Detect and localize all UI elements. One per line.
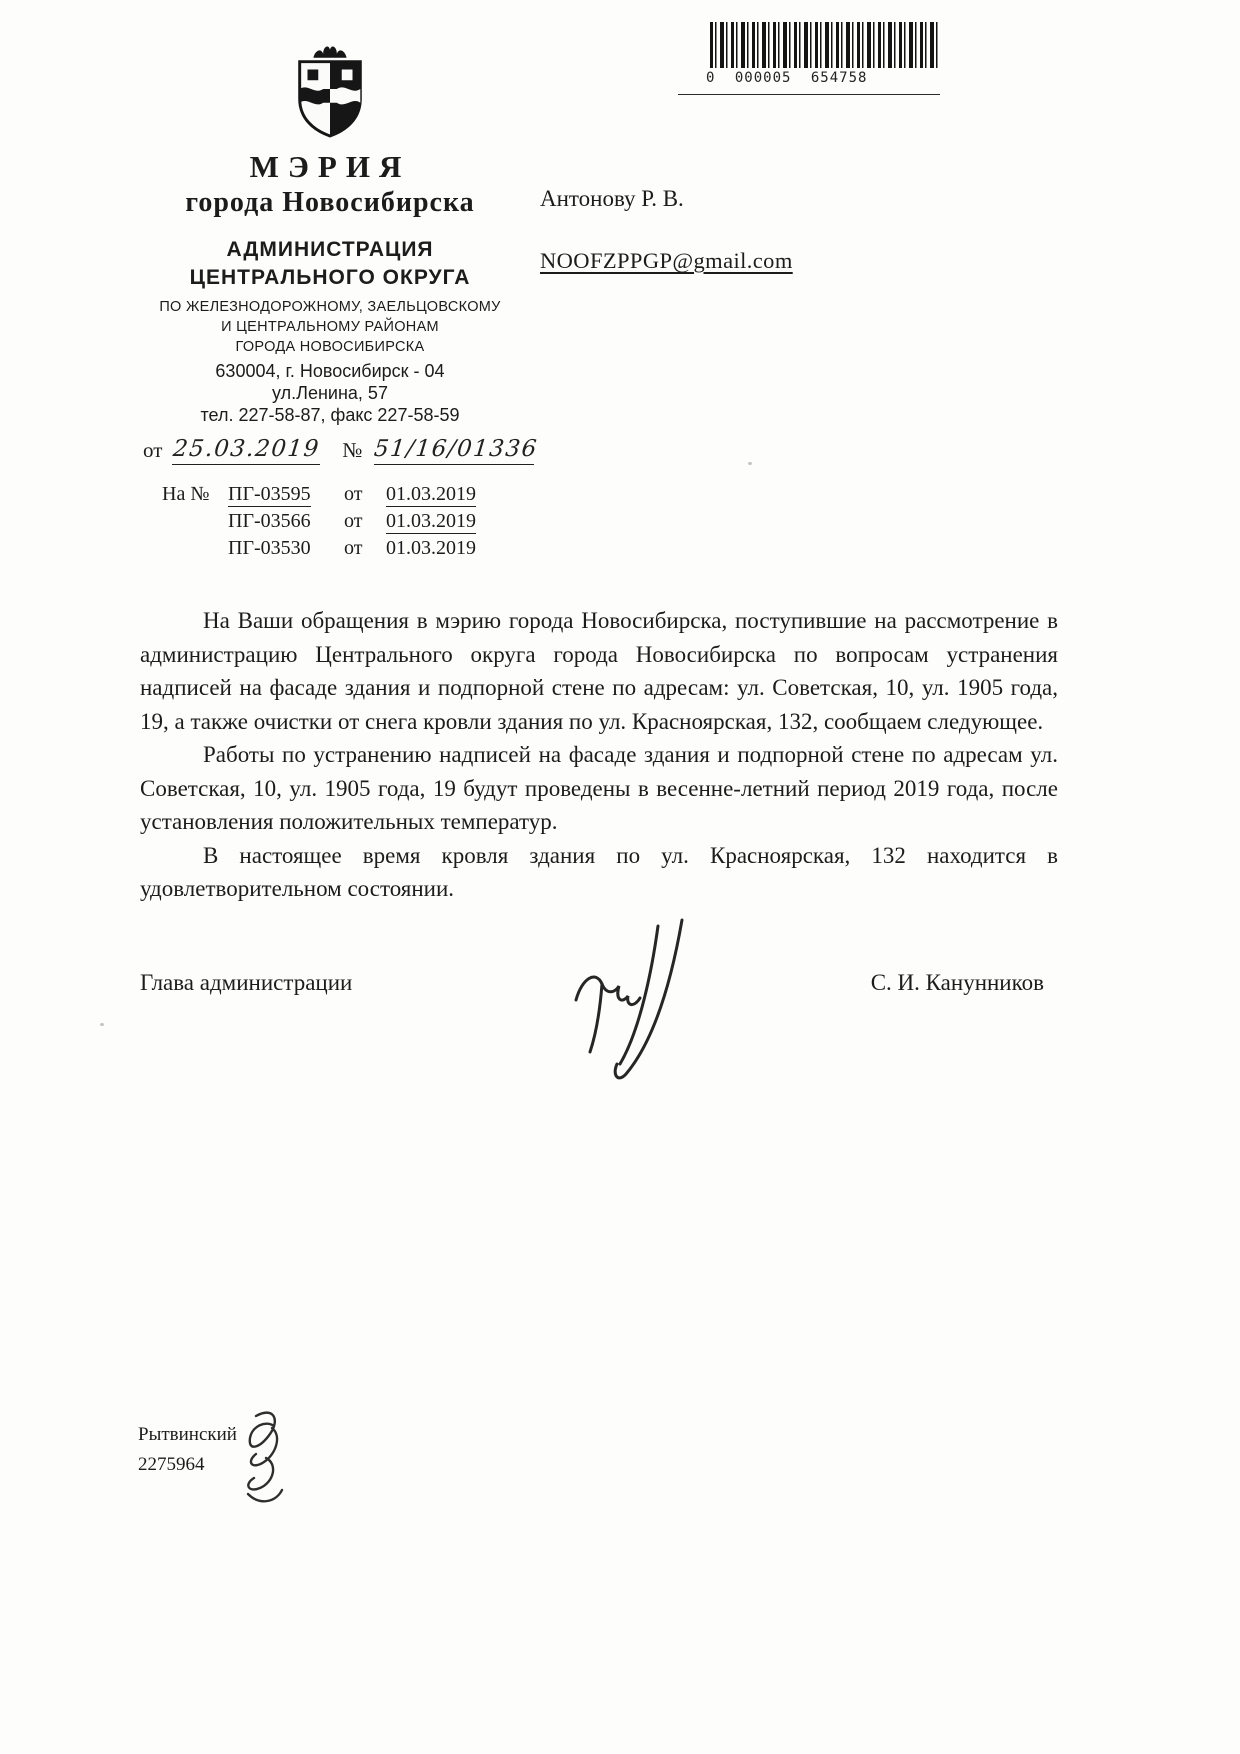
district-line-1: ПО ЖЕЛЕЗНОДОРОЖНОМУ, ЗАЕЛЬЦОВСКОМУ bbox=[159, 299, 501, 315]
district-line-3: ГОРОДА НОВОСИБИРСКА bbox=[235, 339, 425, 355]
body-paragraph: В настоящее время кровля здания по ул. Красноярская, 132 находится в удовлетворительном состоянии. bbox=[140, 842, 1058, 901]
letter-body bbox=[140, 604, 1058, 906]
phone-fax-line: тел. 227-58-87, факс 227-58-59 bbox=[200, 405, 460, 425]
coat-of-arms-icon bbox=[286, 42, 374, 140]
incoming-date: 01.03.2019 bbox=[386, 537, 476, 559]
barcode-icon bbox=[710, 22, 938, 68]
scan-speckle bbox=[100, 1023, 104, 1026]
recipient-email: NOOFZPPGP@gmail.com bbox=[540, 248, 793, 273]
outgoing-from-label: от bbox=[143, 438, 163, 462]
recipient-name: Антонову Р. В. bbox=[540, 186, 684, 211]
outgoing-number-label: № bbox=[342, 438, 363, 462]
executor-signature-icon bbox=[222, 1402, 298, 1522]
incoming-from-label: от bbox=[344, 510, 363, 532]
incoming-number: ПГ-03566 bbox=[228, 510, 311, 532]
incoming-reply-label: На № bbox=[162, 483, 210, 505]
department-line-1: АДМИНИСТРАЦИЯ bbox=[226, 238, 434, 261]
signer-name: С. И. Канунников bbox=[870, 970, 1044, 995]
registration-barcode-block bbox=[706, 22, 946, 86]
address-line-1: 630004, г. Новосибирск - 04 bbox=[215, 361, 445, 381]
signer-position-title: Глава администрации bbox=[140, 970, 353, 995]
incoming-reply-label-empty bbox=[162, 510, 228, 532]
outgoing-date-handwritten: 25.03.2019 bbox=[171, 436, 322, 462]
incoming-number: ПГ-03595 bbox=[228, 483, 311, 505]
org-subtitle: города Новосибирска bbox=[185, 187, 475, 218]
barcode-underline-rule bbox=[678, 94, 940, 95]
scan-speckle bbox=[748, 462, 752, 465]
recipient-block bbox=[540, 186, 970, 274]
incoming-from-label: от bbox=[344, 537, 363, 559]
incoming-date: 01.03.2019 bbox=[386, 510, 476, 532]
letterhead bbox=[120, 42, 540, 426]
body-paragraph: Работы по устранению надписей на фасаде здания и подпорной стене по адресам ул. Советская, 10, ул. 1905 года, 19 будут проведены в весенне-летний период 2019 года, после установления положительных температур. bbox=[140, 742, 1058, 834]
signature-autograph-icon bbox=[562, 912, 728, 1088]
barcode-digits: 0 000005 654758 bbox=[706, 70, 868, 86]
address-line-2: ул.Ленина, 57 bbox=[272, 383, 388, 403]
incoming-number: ПГ-03530 bbox=[228, 537, 311, 559]
incoming-from-label: от bbox=[344, 483, 363, 505]
outgoing-number-handwritten: 51/16/01336 bbox=[373, 436, 540, 462]
executor-phone: 2275964 bbox=[138, 1454, 205, 1475]
org-title: МЭРИЯ bbox=[249, 149, 411, 184]
district-line-2: И ЦЕНТРАЛЬНОМУ РАЙОНАМ bbox=[221, 319, 439, 335]
incoming-references bbox=[162, 483, 514, 559]
incoming-date: 01.03.2019 bbox=[386, 483, 476, 505]
outgoing-reference-line bbox=[143, 436, 540, 465]
department-line-2: ЦЕНТРАЛЬНОГО ОКРУГА bbox=[189, 266, 471, 289]
incoming-reply-label-empty bbox=[162, 537, 228, 559]
executor-name: Рытвинский bbox=[138, 1424, 237, 1445]
body-paragraph: На Ваши обращения в мэрию города Новосибирска, поступившие на рассмотрение в администрацию Центрального округа города Новосибирска по вопросам устранения надписей на фасаде здания и подпорной стене по адресам: ул. Советская, 10, ул. 1905 года, 19, а также очистки от снега кровли здания по ул. Красноярская, 132, сообщаем следующее. bbox=[140, 608, 1058, 734]
